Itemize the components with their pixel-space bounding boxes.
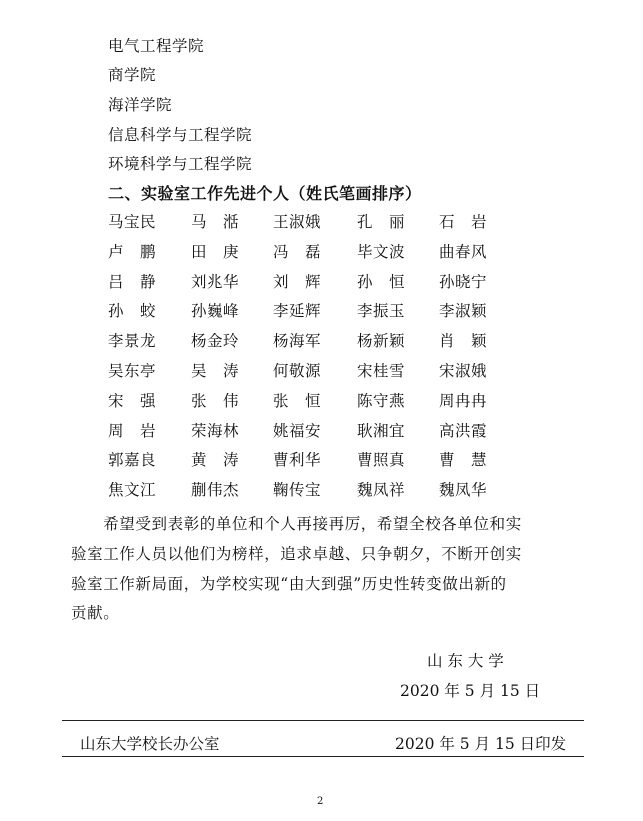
page-number: 2 <box>317 796 324 807</box>
person-name: 吴 涛 <box>191 361 240 380</box>
person-name: 魏凤华 <box>439 481 488 500</box>
person-name: 石 岩 <box>439 213 488 231</box>
name-row <box>108 331 528 361</box>
signature-org: 山 东 大 学 <box>427 652 504 670</box>
person-name: 李振玉 <box>357 302 406 321</box>
person-name: 刘 辉 <box>273 272 322 291</box>
person-name: 姚福安 <box>273 421 322 440</box>
person-name: 杨海军 <box>273 332 322 351</box>
person-name: 郭嘉良 <box>108 451 157 470</box>
person-name: 高洪霞 <box>439 421 488 440</box>
person-name: 曲春风 <box>439 242 488 261</box>
person-name: 周 岩 <box>108 421 157 440</box>
name-row <box>108 242 528 272</box>
name-row <box>108 450 528 480</box>
footer-office: 山东大学校长办公室 <box>80 735 220 753</box>
signature-date: 2020 年 5 月 15 日 <box>400 682 541 700</box>
person-name: 黄 涛 <box>191 451 240 470</box>
person-name: 李淑颖 <box>439 302 488 321</box>
name-row <box>108 391 528 421</box>
person-name: 宋 强 <box>108 391 157 410</box>
person-name: 杨金玲 <box>191 332 240 351</box>
person-name: 孙 恒 <box>357 272 406 291</box>
person-name: 曹 慧 <box>439 451 488 470</box>
person-name: 孙巍峰 <box>191 302 240 321</box>
person-name: 李延辉 <box>273 302 322 321</box>
footer-top-rule <box>62 720 584 721</box>
name-row <box>108 421 528 451</box>
person-name: 王淑娥 <box>273 213 322 231</box>
person-name: 肖 颖 <box>439 332 488 351</box>
college-item: 商学院 <box>108 66 157 84</box>
college-item: 环境科学与工程学院 <box>108 155 253 173</box>
person-name: 孙晓宁 <box>439 272 488 291</box>
college-item: 海洋学院 <box>108 96 173 114</box>
person-name: 宋桂雪 <box>357 361 406 380</box>
name-row <box>108 480 528 510</box>
college-item: 电气工程学院 <box>108 37 205 55</box>
person-name: 李景龙 <box>108 332 157 351</box>
person-name: 马 湉 <box>191 213 240 231</box>
name-row <box>108 301 528 331</box>
names-grid <box>108 212 528 510</box>
person-name: 马宝民 <box>108 213 157 231</box>
person-name: 曹利华 <box>273 451 322 470</box>
closing-line: 希望受到表彰的单位和个人再接再厉，希望全校各单位和实 <box>71 515 522 533</box>
person-name: 焦文江 <box>108 481 157 500</box>
person-name: 张 恒 <box>273 391 322 410</box>
footer-bottom-rule <box>62 756 584 757</box>
person-name: 吕 静 <box>108 272 157 291</box>
person-name: 耿湘宜 <box>357 421 406 440</box>
person-name: 刘兆华 <box>191 272 240 291</box>
footer-issue-date: 2020 年 5 月 15 日印发 <box>395 735 567 753</box>
section-heading: 二、实验室工作先进个人（姓氏笔画排序） <box>108 184 422 203</box>
person-name: 毕文波 <box>357 242 406 261</box>
person-name: 卢 鹏 <box>108 242 157 261</box>
name-row <box>108 212 528 242</box>
person-name: 孙 蛟 <box>108 302 157 321</box>
person-name: 荣海林 <box>191 421 240 440</box>
person-name: 何敬源 <box>273 361 322 380</box>
person-name: 冯 磊 <box>273 242 322 261</box>
name-row <box>108 272 528 302</box>
person-name: 鞠传宝 <box>273 481 322 500</box>
person-name: 宋淑娥 <box>439 361 488 380</box>
person-name: 孔 丽 <box>357 213 406 231</box>
person-name: 吴东亭 <box>108 361 157 380</box>
person-name: 陈守燕 <box>357 391 406 410</box>
closing-line: 验室工作新局面，为学校实现“由大到强”历史性转变做出新的 <box>71 575 507 593</box>
person-name: 曹照真 <box>357 451 406 470</box>
person-name: 杨新颖 <box>357 332 406 351</box>
closing-line: 验室工作人员以他们为榜样，追求卓越、只争朝夕，不断开创实 <box>71 545 522 563</box>
person-name: 蒯伟杰 <box>191 481 240 500</box>
person-name: 魏凤祥 <box>357 481 406 500</box>
person-name: 周冉冉 <box>439 391 488 410</box>
closing-line: 贡献。 <box>71 604 120 622</box>
person-name: 张 伟 <box>191 391 240 410</box>
college-item: 信息科学与工程学院 <box>108 126 253 144</box>
person-name: 田 庚 <box>191 242 240 261</box>
name-row <box>108 361 528 391</box>
